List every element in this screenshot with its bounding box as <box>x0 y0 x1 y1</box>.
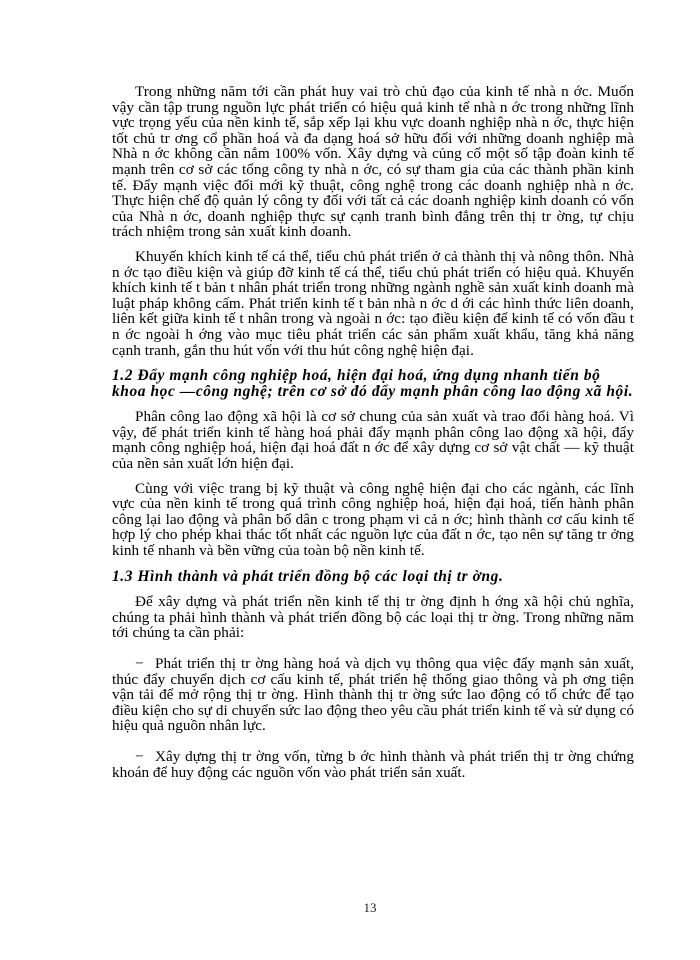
section-heading-1-3: 1.3 Hình thành và phát triển đồng bộ các loại thị tr ờng. <box>112 567 504 585</box>
paragraph-spacer <box>112 734 634 749</box>
page-number: 13 <box>363 900 377 915</box>
paragraph-technology: Cùng với việc trang bị kỹ thuật và công nghệ hiện đại cho các ngành, các lĩnh vực của nền kinh tế trong quá trình công nghiệp hoá, hiện đại hoá, tiến hành phân công lại lao động và phân bổ dân c trong phạm vi cả n ớc; hình thành cơ cấu kinh tế hợp lý cho phép khai thác tốt nhất các nguồn lực của đất n ớc, tạo nên sự tăng tr ởng kinh tế nhanh và bền vững của toàn bộ nền kinh tế. <box>112 479 634 560</box>
paragraph-private-economy: Khuyến khích kinh tế cá thể, tiểu chủ phát triển ở cả thành thị và nông thôn. Nhà n ớc tạo điều kiện và giúp đỡ kinh tế cá thể, tiểu chủ phát triển có hiệu quả. Khuyến khích kinh tế t bản t nhân phát triển trong những ngành nghề sản xuất kinh doanh mà luật pháp không cấm. Phát triển kinh tế t bản nhà n ớc d ới các hình thức liên doanh, liên kết giữa kinh tế t nhân trong và ngoài n ớc: tạo điều kiện để kinh tế có vốn đầu t n ớc ngoài h ớng vào mục tiêu phát triển các sản phẩm xuất khẩu, tăng khả năng cạnh tranh, gắn thu hút vốn với thu hút công nghệ hiện đại. <box>112 247 634 359</box>
bullet-item-capital-market <box>112 749 634 780</box>
dash-bullet-icon: − <box>135 655 144 672</box>
paragraph-state-economy: Trong những năm tới cần phát huy vai trò chủ đạo của kinh tế nhà n ớc. Muốn vậy cần tập trung nguồn lực phát triển có hiệu quả kinh tế nhà n ớc trong những lĩnh vực trọng yếu của nền kinh tế, sắp xếp lại khu vực doanh nghiệp nhà n ớc, thực hiện tốt chủ tr ơng cổ phần hoá và đa dạng hoá sở hữu đối với những doanh nghiệp mà Nhà n ớc không cần nắm 100% vốn. Xây dựng và củng cố một số tập đoàn kinh tế mạnh trên cơ sở các tổng công ty nhà n ớc, có sự tham gia của các thành phần kinh tế. Đẩy mạnh việc đổi mới kỹ thuật, công nghệ trong các doanh nghiệp nhà n ớc. Thực hiện chế độ quản lý công ty đối với tất cả các doanh nghiệp kinh doanh có vốn của Nhà n ớc, doanh nghiệp thực sự cạnh tranh bình đẳng trên thị tr ờng, tự chịu trách nhiệm trong sản xuất kinh doanh. <box>112 83 634 241</box>
bullet-item-goods-market <box>112 656 634 734</box>
paragraph-spacer <box>112 641 634 656</box>
dash-bullet-icon: − <box>135 747 144 765</box>
paragraph-market-intro: Để xây dựng và phát triển nền kinh tế thị tr ờng định h ớng xã hội chủ nghĩa, chúng ta phải hình thành và phát triển đồng bộ các loại thị tr ờng. Trong những năm tới chúng ta cần phải: <box>112 593 634 642</box>
bullet-text: Phát triển thị tr ờng hàng hoá và dịch vụ thông qua việc đẩy mạnh sản xuất, thúc đẩy chuyển dịch cơ cấu kinh tế, phát triển hệ thống giao thông và ph ơng tiện vận tải để mở rộng thị tr ờng. Hình thành thị tr ờng sức lao động có tổ chức để tạo điều kiện cho sự di chuyển sức lao động theo yêu cầu phát triển kinh tế và sử dụng có hiệu quả nguồn nhân lực. <box>112 655 634 735</box>
paragraph-labor-division: Phân công lao động xã hội là cơ sở chung của sản xuất và trao đổi hàng hoá. Vì vậy, để phát triển kinh tế hàng hoá phải đẩy mạnh phân công lao động xã hội, đẩy mạnh công nghiệp hoá, hiện đại hoá đất n ớc để xây dựng cơ sở vật chất — kỹ thuật của nền sản xuất lớn hiện đại. <box>112 408 634 473</box>
section-heading-1-2: 1.2 Đẩy mạnh công nghiệp hoá, hiện đại hoá, ứng dụng nhanh tiến bộ khoa học —công nghệ; trên cơ sở đó đẩy mạnh phân công lao động xã hội. <box>112 367 634 400</box>
document-body <box>112 84 634 780</box>
bullet-text: Xây dựng thị tr ờng vốn, từng b ớc hình thành và phát triển thị tr ờng chứng khoán để huy động các nguồn vốn vào phát triển sản xuất. <box>112 747 634 781</box>
